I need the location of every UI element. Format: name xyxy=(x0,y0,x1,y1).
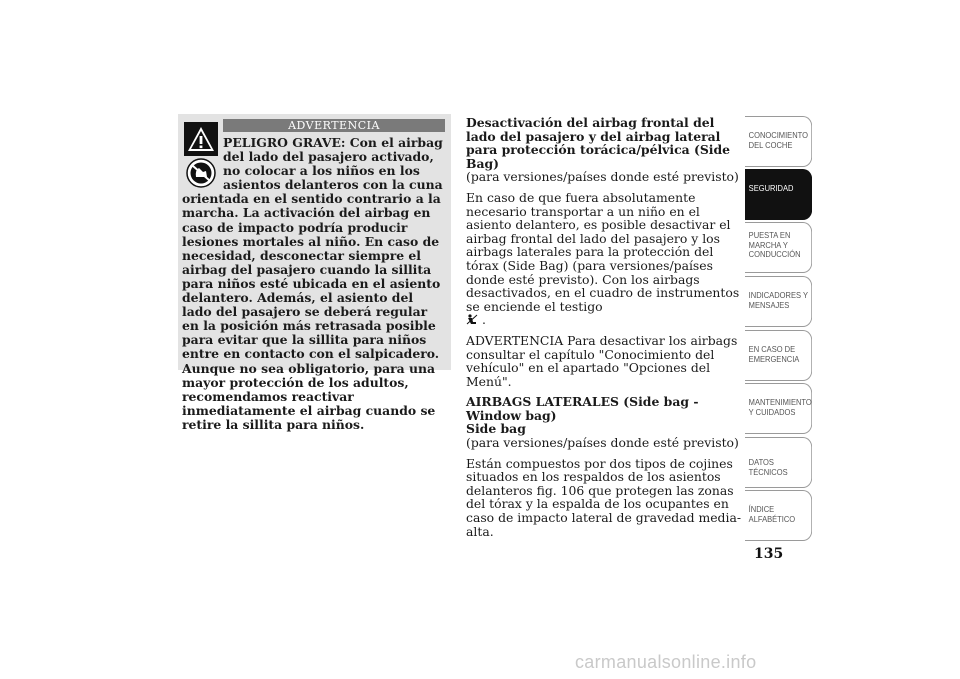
tab-label: MANTENIMIENTO Y CUIDADOS xyxy=(748,398,812,417)
main-content xyxy=(466,116,746,545)
paragraph-text: En caso de que fuera absolutamente necesario transportar a un niño en el asiento delantero, es posible desactivar el airbag frontal del lado del pasajero y los airbags laterales para la protección del tórax (Side Bag) (para versiones/países donde esté previsto). Con los airbags desactivados, en el cuadro de instrumentos se enciende el testigo xyxy=(466,189,740,314)
section-note: (para versiones/países donde esté previsto) xyxy=(466,169,739,185)
warning-header: ADVERTENCIA xyxy=(223,119,445,132)
tab-label: DATOS TÉCNICOS xyxy=(748,458,788,477)
page-number: 135 xyxy=(754,546,784,562)
tab-en-caso-de-emergencia[interactable] xyxy=(745,330,812,381)
tab-label: ÍNDICE ALFABÉTICO xyxy=(748,505,796,524)
paragraph-advertencia: ADVERTENCIA Para desactivar los airbags consultar el capítulo "Conocimiento del vehículo" en el apartado "Opciones del Menú". xyxy=(466,332,738,389)
tab-indicadores-y-mensajes[interactable] xyxy=(745,276,812,327)
side-airbags-heading: AIRBAGS LATERALES (Side bag - Window bag) xyxy=(466,394,699,423)
tab-label: SEGURIDAD xyxy=(748,184,794,193)
side-bag-note: (para versiones/países donde esté previsto) xyxy=(466,435,739,451)
tab-label: CONOCIMIENTO DEL COCHE xyxy=(748,131,808,150)
warning-text: PELIGRO GRAVE: Con el airbag del lado del pasajero activado, no colocar a los niños en los asientos delanteros con la cuna orientada en el sentido contrario a la marcha. La activación del airbag en caso de impacto podría producir lesiones mortales al niño. En caso de necesidad, desconectar siempre el airbag del pasajero cuando la sillita para niños esté ubicada en el asiento delantero. Además, el asiento del lado del pasajero se deberá regular en la posición más retrasada posible para evitar que la sillita para niños entre en contacto con el salpicadero. Aunque no sea obligatorio, para una mayor protección de los adultos, recomendamos reactivar inmediatamente el airbag cuando se retire la sillita para niños. xyxy=(182,135,443,432)
tab-seguridad[interactable] xyxy=(745,169,812,220)
tab-label: INDICADORES Y MENSAJES xyxy=(748,291,808,310)
paragraph-airbag-deactivation xyxy=(466,191,746,327)
paragraph-side-bag: Están compuestos por dos tipos de cojines situados en los respaldos de los asientos delanteros fig. 106 que protegen las zonas del tórax y la espalda de los ocupantes en caso de impacto lateral de gravedad media-alta. xyxy=(466,455,742,539)
tab-conocimiento-del-coche[interactable] xyxy=(745,116,812,167)
tab-datos-tecnicos[interactable] xyxy=(745,437,812,488)
watermark: carmanualsonline.info xyxy=(575,652,757,672)
chapter-sidebar xyxy=(745,116,818,544)
airbag-off-icon xyxy=(466,314,478,325)
side-bag-subheading: Side bag xyxy=(466,421,526,437)
section-title: Desactivación del airbag frontal del lado del pasajero y del airbag lateral para protección torácica/pélvica (Side Bag) xyxy=(466,115,731,171)
tab-mantenimiento-y-cuidados[interactable] xyxy=(745,383,812,434)
tab-label: PUESTA EN MARCHA Y CONDUCCIÓN xyxy=(748,231,801,259)
tab-label: EN CASO DE EMERGENCIA xyxy=(748,345,800,364)
tab-indice-alfabetico[interactable] xyxy=(745,490,812,541)
tab-puesta-en-marcha[interactable] xyxy=(745,222,812,273)
paragraph-end: . xyxy=(481,312,486,328)
warning-box xyxy=(178,114,451,432)
